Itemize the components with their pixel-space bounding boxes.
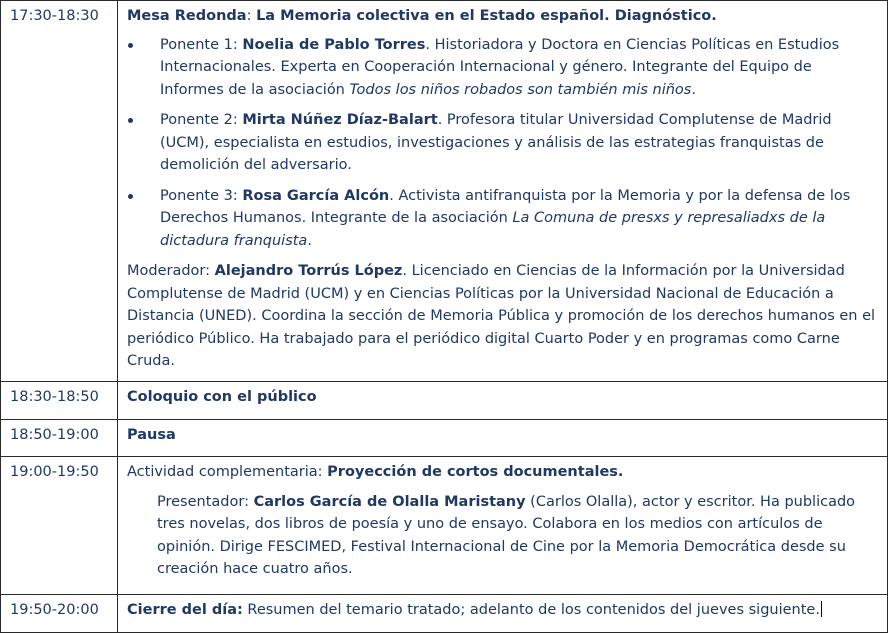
presenter-paragraph [127,491,877,581]
speaker-label: Ponente 1: [160,36,243,53]
schedule-row-mesa-redonda [1,1,888,382]
session-title-bold: La Memoria colectiva en el Estado español. Diagnóstico. [256,8,717,24]
bullet-icon [128,194,133,199]
speaker-label: Ponente 2: [160,112,243,128]
bullet-icon [128,118,133,123]
time-cell [1,1,118,382]
speaker-desc: . Activista antifranquista por la Memoria y por la defensa de los Derechos Humanos. Integrante de la asociación [160,187,851,226]
speaker-label: Ponente 3: [160,187,243,204]
association-name: La Comuna de presxs y represaliadxs de la dictadura franquista [160,210,826,249]
session-title-sep: : [246,8,257,24]
speaker-name: Noelia de Pablo Torres [242,36,426,53]
association-name: Todos los niños robados son también mis niños [349,81,692,98]
speaker-list [127,34,877,253]
time-label: 19:00-19:50 [10,464,99,480]
activity-cell [118,382,888,420]
presenter-desc: (Carlos Olalla), actor y escritor. Ha publicado tres novelas, dos libros de poesía y uno de ensayo. Colabora en los medios con artículos de opinión. Dirige FESCIMED, Festival Internacional de Cine por la Memoria Democrática desde su creación hace cuatro años. [157,493,856,577]
schedule-row-cierre [1,595,888,633]
time-cell [1,595,118,633]
presenter-label: Presentador: [157,493,254,510]
session-title-prefix: Actividad complementaria: [127,464,328,480]
session-title-prefix: Mesa Redonda [127,8,247,24]
time-label: 18:30-18:50 [10,389,99,405]
activity-cell [118,457,888,595]
time-cell [1,420,118,457]
time-label: 18:50-19:00 [10,427,99,443]
moderator-name: Alejandro Torrús López [214,263,403,279]
session-title-bold: Proyección de cortos documentales. [327,464,624,480]
list-item-speaker-2 [127,109,877,177]
session-title [127,461,877,484]
speaker-desc: . Historiadora y Doctora en Ciencias Políticas en Estudios Internacionales. Experta en Cooperación Internacional y género. Integrante del Equipo de Informes de la asociación [160,36,840,98]
activity-cell[interactable] [118,595,888,633]
speaker-name: Rosa García Alcón [242,187,390,204]
session-title [127,5,877,28]
moderator-label: Moderador: [127,263,215,279]
time-label: 19:50-20:00 [10,602,99,618]
closing-desc: Resumen del temario tratado; adelanto de los contenidos del jueves siguiente. [242,602,820,618]
speaker-desc: . Profesora titular Universidad Complutense de Madrid (UCM), especialista en estudios, investigaciones y análisis de las estrategias franquistas de demolición del adversario. [160,112,832,173]
session-title-bold: Coloquio con el público [127,389,317,405]
presenter-name: Carlos García de Olalla Maristany [253,493,526,510]
schedule-row-coloquio [1,382,888,420]
list-item-speaker-3 [127,185,877,253]
session-title-bold: Cierre del día: [127,602,243,618]
moderator-paragraph [127,260,877,373]
time-label: 17:30-18:30 [10,8,99,24]
list-item-speaker-1 [127,34,877,102]
speaker-name: Mirta Núñez Díaz-Balart [242,112,438,128]
schedule-row-actividad [1,457,888,595]
schedule-row-pausa [1,420,888,457]
activity-cell [118,420,888,457]
session-title-bold: Pausa [127,427,176,443]
time-cell [1,457,118,595]
speaker-tail: . [307,232,312,249]
bullet-icon [128,43,133,48]
time-cell [1,382,118,420]
text-cursor [821,601,822,617]
activity-cell [118,1,888,382]
speaker-tail: . [691,81,696,98]
moderator-desc: . Licenciado en Ciencias de la Información por la Universidad Complutense de Madrid (UCM) y en Ciencias Políticas por la Universidad Nacional de Educación a Distancia (UNED). Coordina la sección de Memoria Pública y promoción de los derechos humanos en el periódico Público. Ha trabajado para el periódico digital Cuarto Poder y en programas como Carne Cruda. [127,263,876,369]
